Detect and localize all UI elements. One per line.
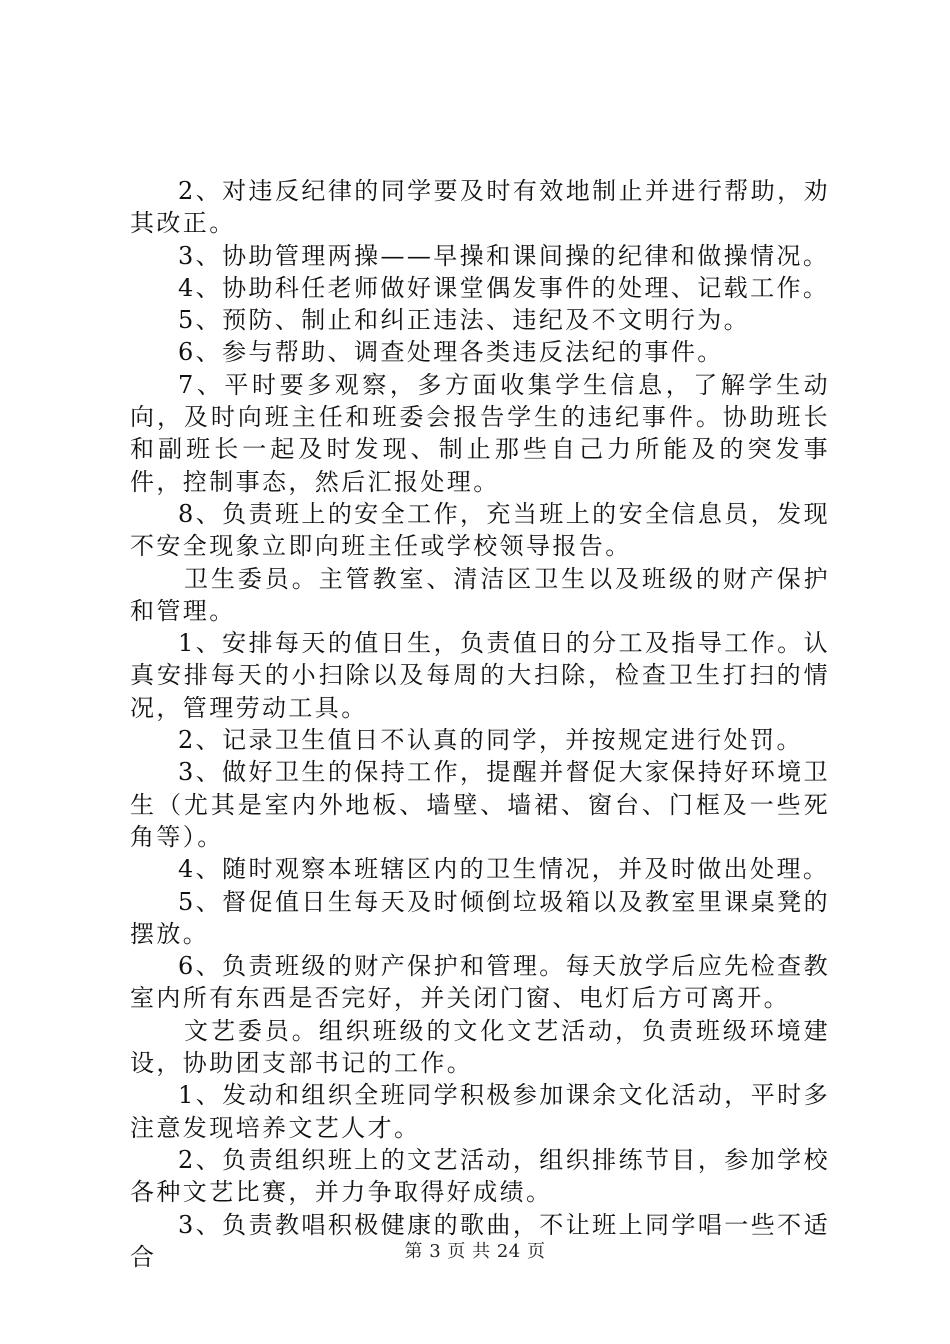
paragraph: 1、发动和组织全班同学积极参加课余文化活动，平时多注意发现培养文艺人才。 bbox=[130, 1081, 830, 1142]
paragraph: 3、负责教唱积极健康的歌曲，不让班上同学唱一些不适合 bbox=[130, 1210, 830, 1271]
section-heading-paragraph: 卫生委员。主管教室、清洁区卫生以及班级的财产保护和管理。 bbox=[130, 564, 830, 625]
paragraph: 3、协助管理两操——早操和课间操的纪律和做操情况。 bbox=[178, 241, 830, 270]
section-heading-paragraph: 文艺委员。组织班级的文化文艺活动，负责班级环境建设，协助团支部书记的工作。 bbox=[130, 1016, 830, 1078]
paragraph: 4、随时观察本班辖区内的卫生情况，并及时做出处理。 bbox=[178, 855, 830, 884]
paragraph: 6、参与帮助、调查处理各类违反法纪的事件。 bbox=[178, 338, 724, 367]
paragraph: 8、负责班上的安全工作，充当班上的安全信息员，发现不安全现象立即向班主任或学校领导报告。 bbox=[130, 499, 830, 561]
paragraph: 1、安排每天的值日生，负责值日的分工及指导工作。认真安排每天的小扫除以及每周的大扫除，检查卫生打扫的情况，管理劳动工具。 bbox=[130, 629, 830, 722]
page-number-footer: 第 3 页 共 24 页 bbox=[404, 1241, 546, 1262]
paragraph: 3、做好卫生的保持工作，提醒并督促大家保持好环境卫生（尤其是室内外地板、墙壁、墙裙、窗台、门框及一些死角等）。 bbox=[130, 758, 830, 851]
paragraph: 5、预防、制止和纠正违法、违纪及不文明行为。 bbox=[178, 306, 751, 335]
paragraph: 5、督促值日生每天及时倾倒垃圾箱以及教室里课桌凳的摆放。 bbox=[130, 887, 830, 948]
paragraph: 6、负责班级的财产保护和管理。每天放学后应先检查教室内所有东西是否完好，并关闭门窗、电灯后方可离开。 bbox=[130, 952, 830, 1013]
paragraph: 4、协助科任老师做好课堂偶发事件的处理、记载工作。 bbox=[178, 273, 830, 302]
paragraph: 2、负责组织班上的文艺活动，组织排练节目，参加学校各种文艺比赛，并力争取得好成绩。 bbox=[130, 1145, 830, 1207]
document-body bbox=[130, 175, 830, 1273]
paragraph: 2、对违反纪律的同学要及时有效地制止并进行帮助，劝其改正。 bbox=[130, 177, 830, 238]
paragraph: 2、记录卫生值日不认真的同学，并按规定进行处罚。 bbox=[178, 726, 803, 755]
paragraph: 7、平时要多观察，多方面收集学生信息，了解学生动向，及时向班主任和班委会报告学生的违纪事件。协助班长和副班长一起及时发现、制止那些自己力所能及的突发事件，控制事态，然后汇报处理。 bbox=[130, 370, 830, 496]
